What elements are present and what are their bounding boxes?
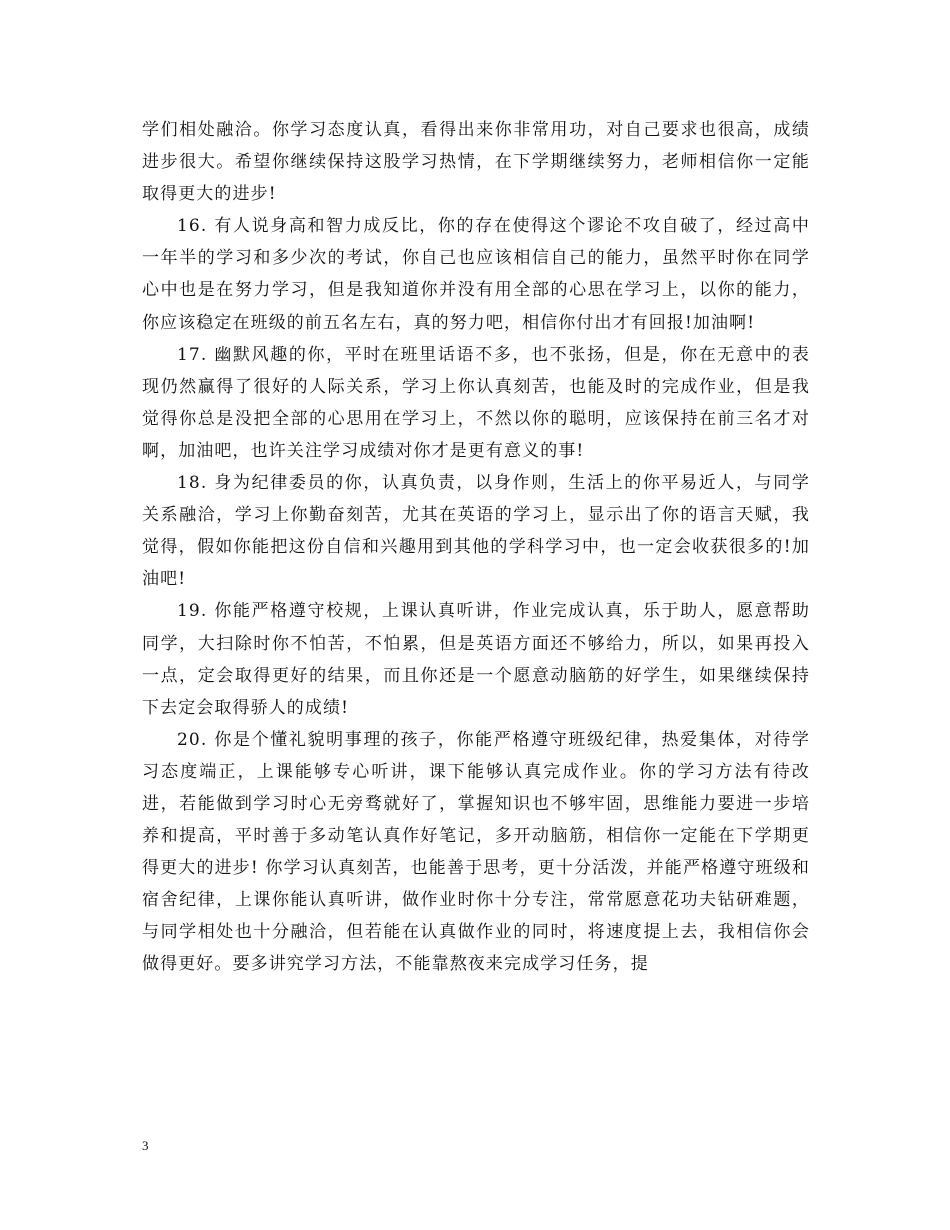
paragraph-item-17: 17. 幽默风趣的你，平时在班里话语不多，也不张扬，但是，你在无意中的表现仍然赢得了很好的人际关系，学习上你认真刻苦，也能及时的完成作业，但是我觉得你总是没把全部的心思用在学习上，不然以你的聪明，应该保持在前三名才对啊，加油吧，也许关注学习成绩对你才是更有意义的事! <box>142 344 810 461</box>
paragraph-item-16: 16. 有人说身高和智力成反比，你的存在使得这个谬论不攻自破了，经过高中一年半的学习和多少次的考试，你自己也应该相信自己的能力，虽然平时你在同学心中也是在努力学习，但是我知道你并没有用全部的心思在学习上，以你的能力，你应该稳定在班级的前五名左右，真的努力吧，相信你付出才有回报!加油啊! <box>142 216 810 333</box>
paragraph-item-20: 20. 你是个懂礼貌明事理的孩子，你能严格遵守班级纪律，热爱集体，对待学习态度端正，上课能够专心听讲，课下能够认真完成作业。你的学习方法有待改进，若能做到学习时心无旁骛就好了，掌握知识也不够牢固，思维能力要进一步培养和提高，平时善于多动笔认真作好笔记，多开动脑筋，相信你一定能在下学期更得更大的进步! 你学习认真刻苦，也能善于思考，更十分活泼，并能严格遵守班级和宿舍纪律，上课你能认真听讲，做作业时你十分专注，常常愿意花功夫钻研难题，与同学相处也十分融洽，但若能在认真做作业的同时，将速度提上去，我相信你会做得更好。要多讲究学习方法，不能靠熬夜来完成学习任务，提 <box>142 729 810 975</box>
paragraph-continuation: 学们相处融洽。你学习态度认真，看得出来你非常用功，对自己要求也很高，成绩进步很大。希望你继续保持这股学习热情，在下学期继续努力，老师相信你一定能取得更大的进步! <box>142 120 810 205</box>
paragraph-item-19: 19. 你能严格遵守校规，上课认真听讲，作业完成认真，乐于助人，愿意帮助同学，大扫除时你不怕苦，不怕累，但是英语方面还不够给力，所以，如果再投入一点，定会取得更好的结果，而且你还是一个愿意动脑筋的好学生，如果继续保持下去定会取得骄人的成绩! <box>142 601 810 718</box>
page-number: 3 <box>142 1138 149 1153</box>
paragraph-item-18: 18. 身为纪律委员的你，认真负责，以身作则，生活上的你平易近人，与同学关系融洽，学习上你勤奋刻苦，尤其在英语的学习上，显示出了你的语言天赋，我觉得，假如你能把这份自信和兴趣用到其他的学科学习中，也一定会收获很多的!加油吧! <box>142 473 810 590</box>
document-body <box>142 114 810 981</box>
